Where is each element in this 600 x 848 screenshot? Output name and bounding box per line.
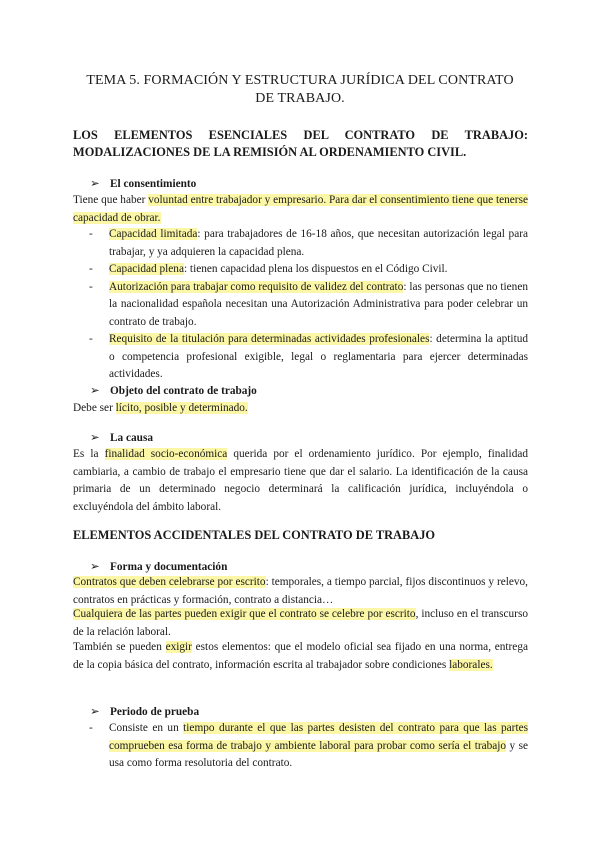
section-heading-text: ELEMENTOS ACCIDENTALES DEL CONTRATO DE TRABAJO	[73, 528, 436, 542]
page-title-line-1: TEMA 5. FORMACIÓN Y ESTRUCTURA JURÍDICA DEL CONTRATO	[86, 73, 514, 88]
text-run: : para trabajadores de 16-18 años, que necesitan autorización legal para trabajar, y ya adquieren la capacidad plena.	[109, 228, 528, 258]
bullet-list-prueba	[73, 720, 528, 773]
highlighted-text: Autorización para trabajar como requisito de validez del contrato	[109, 280, 404, 293]
dash-bullet-icon: -	[89, 228, 93, 240]
section-heading-esenciales	[73, 127, 528, 161]
highlighted-text: exigir	[165, 641, 192, 653]
text-run: Debe ser	[73, 402, 116, 414]
highlighted-text: Contratos que deben celebrarse por escrito	[73, 576, 266, 588]
bullet-list-capacidad	[73, 226, 528, 384]
highlighted-text: lícito, posible y determinado.	[115, 402, 248, 414]
list-item	[73, 720, 528, 773]
highlighted-text: Requisito de la titulación para determinadas actividades profesionales	[109, 333, 430, 345]
section-heading-accidentales	[73, 527, 528, 544]
page-title-line-2: DE TRABAJO.	[255, 91, 345, 106]
paragraph-forma-3	[73, 639, 528, 674]
highlighted-text: Capacidad limitada	[109, 228, 198, 240]
list-item	[73, 279, 528, 332]
dash-bullet-icon: -	[89, 280, 93, 293]
subheading-objeto	[90, 384, 257, 399]
subheading-consentimiento	[90, 177, 196, 192]
page-title	[72, 72, 528, 108]
subheading-label: Objeto del contrato de trabajo	[110, 385, 257, 397]
highlighted-text: tiempo durante el que las partes desisten del contrato para que las partes comprueben esa forma de trabajo y ambiente laboral para probar como sería el trabajo	[109, 722, 528, 752]
dash-bullet-icon: -	[89, 263, 93, 275]
list-item	[73, 261, 528, 279]
list-item	[73, 226, 528, 261]
highlighted-text: voluntad entre trabajador y empresario. Para dar el consentimiento tiene que tenerse capacidad de obrar.	[73, 194, 528, 224]
subheading-prueba	[90, 705, 199, 720]
text-run: : determina la aptitud o competencia profesional exigible, legal o reglamentaria para ejercer determinadas actividades.	[109, 333, 529, 380]
text-run: , incluso en el transcurso de la relación laboral.	[73, 608, 528, 638]
text-run: : temporales, a tiempo parcial, fijos discontinuos y relevo, contratos en prácticas y formación, contrato a distancia…	[73, 576, 528, 606]
dash-bullet-icon: -	[89, 333, 93, 345]
dash-bullet-icon: -	[89, 722, 93, 734]
highlighted-text: laborales.	[449, 658, 493, 671]
arrow-bullet-icon: ➢	[90, 432, 100, 444]
text-run: Tiene que haber	[73, 194, 149, 206]
highlighted-text: Capacidad plena	[109, 263, 184, 275]
text-run: : tienen capacidad plena los dispuestos en el Código Civil.	[183, 263, 448, 275]
arrow-bullet-icon: ➢	[90, 178, 100, 190]
highlighted-text: Cualquiera de las partes pueden exigir que el contrato se celebre por escrito	[73, 608, 416, 620]
arrow-bullet-icon: ➢	[90, 385, 100, 397]
subheading-label: El consentimiento	[110, 178, 197, 190]
section-heading-line-1: LOS ELEMENTOS ESENCIALES DEL CONTRATO DE TRABAJO:	[73, 128, 528, 142]
text-run: estos elementos: que el modelo oficial sea fijado en una norma, entrega de la copia básica del contrato, información escrita al trabajador sobre condiciones	[73, 641, 528, 671]
arrow-bullet-icon: ➢	[90, 706, 100, 718]
list-item	[73, 331, 528, 384]
subheading-label: Forma y documentación	[110, 561, 228, 573]
text-run: También se pueden	[73, 641, 166, 653]
section-heading-line-2: MODALIZACIONES DE LA REMISIÓN AL ORDENAMIENTO CIVIL.	[73, 145, 467, 159]
paragraph-objeto	[73, 400, 528, 418]
subheading-causa	[90, 431, 153, 446]
paragraph-forma-2	[73, 606, 528, 641]
text-run: querida por el ordenamiento jurídico. Por ejemplo, finalidad cambiaria, a cambio de trabajo el empresario tiene que dar el salario. La identificación de la causa primaria de un determinado negocio determinará la calificación jurídica, incluyéndola o excluyéndola del ámbito laboral.	[73, 448, 529, 513]
text-run: Es la	[73, 448, 105, 460]
paragraph-forma-1	[73, 574, 528, 609]
text-run: : las personas que no tienen la nacionalidad española necesitan una Autorización Administrativa para poder celebrar un contrato de trabajo.	[109, 280, 528, 328]
highlighted-text: finalidad socio-económica	[104, 448, 228, 460]
paragraph-causa	[73, 446, 528, 516]
text-run: Consiste en un	[109, 722, 184, 734]
arrow-bullet-icon: ➢	[90, 561, 100, 573]
subheading-label: Periodo de prueba	[110, 706, 200, 718]
text-run: y se usa como forma resolutoria del contrato.	[109, 739, 528, 769]
paragraph-consentimiento	[73, 192, 528, 227]
subheading-forma	[90, 560, 227, 575]
subheading-label: La causa	[110, 432, 153, 444]
